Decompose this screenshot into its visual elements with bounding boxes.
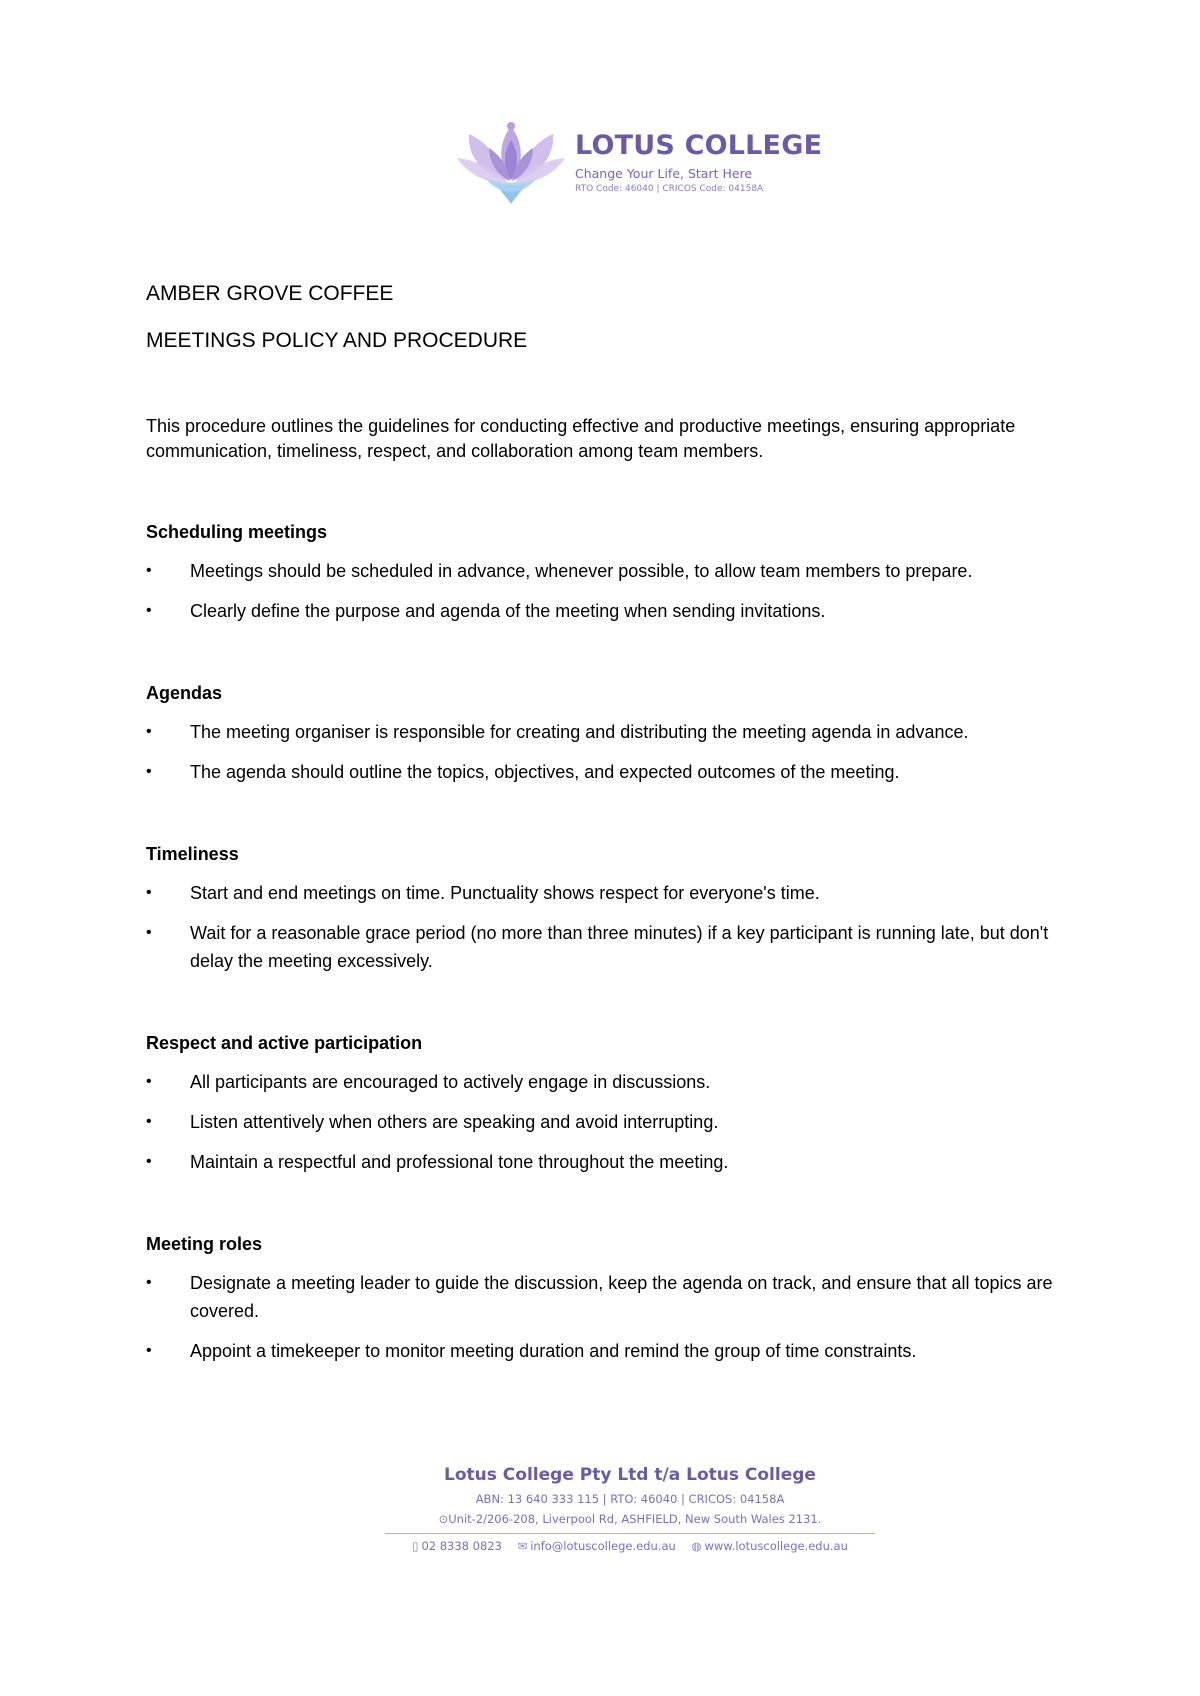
- list-item-text: Wait for a reasonable grace period (no more than three minutes) if a key participant is running late, but don't delay the meeting excessively.: [190, 923, 1049, 971]
- bullet-list: [146, 1068, 1056, 1176]
- footer-website[interactable]: [691, 1539, 847, 1553]
- footer-email[interactable]: [518, 1539, 676, 1553]
- bullet-icon: •: [146, 924, 152, 941]
- envelope-icon: ✉: [517, 1539, 528, 1553]
- section-heading: Timeliness: [146, 844, 239, 864]
- logo-codes: RTO Code: 46040 | CRICOS Code: 04158A: [575, 184, 764, 194]
- page-footer: [385, 1463, 875, 1554]
- bullet-list: [146, 718, 1056, 786]
- list-item-text: Clearly define the purpose and agenda of the meeting when sending invitations.: [190, 601, 826, 621]
- list-item-text: Listen attentively when others are speaking and avoid interrupting.: [190, 1112, 719, 1132]
- bullet-icon: •: [146, 1274, 152, 1291]
- list-item: [146, 597, 1056, 625]
- list-item: [146, 919, 1056, 975]
- footer-website-text: www.lotuscollege.edu.au: [704, 1539, 848, 1553]
- section-heading: Scheduling meetings: [146, 522, 328, 542]
- list-item: [146, 557, 1056, 585]
- list-item-text: Appoint a timekeeper to monitor meeting duration and remind the group of time constraints.: [190, 1341, 917, 1361]
- intro-paragraph: This procedure outlines the guidelines for conducting effective and productive meetings, ensuring appropriate communication, timeliness, respect, and collaboration among team members.: [146, 416, 1016, 461]
- list-item: [146, 1337, 1056, 1365]
- footer-company-name: Lotus College Pty Ltd t/a Lotus College: [444, 1465, 816, 1485]
- section-timeliness: [146, 843, 1056, 975]
- bullet-icon: •: [146, 602, 152, 619]
- location-pin-icon: ⊙: [438, 1512, 449, 1526]
- section-scheduling-meetings: [146, 521, 1056, 625]
- footer-email-text: info@lotuscollege.edu.au: [530, 1539, 676, 1553]
- list-item-text: Start and end meetings on time. Punctuality shows respect for everyone's time.: [190, 883, 820, 903]
- footer-address: [385, 1511, 875, 1527]
- lotus-college-logo: [455, 118, 823, 208]
- footer-address-text: Unit-2/206-208, Liverpool Rd, ASHFIELD, New South Wales 2131.: [448, 1512, 822, 1526]
- lotus-flower-icon: [455, 118, 567, 208]
- footer-phone[interactable]: [412, 1539, 502, 1553]
- bullet-list: [146, 879, 1056, 975]
- list-item: [146, 1269, 1056, 1325]
- list-item-text: Designate a meeting leader to guide the discussion, keep the agenda on track, and ensure that all topics are covered.: [190, 1273, 1053, 1321]
- logo-brand-text: LOTUS COLLEGE: [575, 130, 823, 161]
- bullet-icon: •: [146, 723, 152, 740]
- bullet-icon: •: [146, 562, 152, 579]
- section-respect-participation: [146, 1032, 1056, 1176]
- bullet-list: [146, 1269, 1056, 1365]
- footer-registration: ABN: 13 640 333 115 | RTO: 46040 | CRICOS: 04158A: [475, 1492, 785, 1506]
- bullet-icon: •: [146, 884, 152, 901]
- list-item-text: All participants are encouraged to actively engage in discussions.: [190, 1072, 711, 1092]
- document-body: [146, 278, 1056, 1377]
- footer-contact-row: [385, 1538, 875, 1554]
- bullet-icon: •: [146, 1153, 152, 1170]
- document-subtitle: MEETINGS POLICY AND PROCEDURE: [146, 329, 528, 352]
- section-agendas: [146, 682, 1056, 786]
- list-item: [146, 1108, 1056, 1136]
- list-item-text: The agenda should outline the topics, objectives, and expected outcomes of the meeting.: [190, 762, 900, 782]
- phone-icon: ▯: [412, 1539, 419, 1553]
- list-item-text: The meeting organiser is responsible for creating and distributing the meeting agenda in advance.: [190, 722, 969, 742]
- bullet-icon: •: [146, 763, 152, 780]
- globe-icon: ◍: [691, 1539, 702, 1553]
- section-heading: Respect and active participation: [146, 1033, 423, 1053]
- bullet-list: [146, 557, 1056, 625]
- list-item-text: Meetings should be scheduled in advance, whenever possible, to allow team members to prepare.: [190, 561, 973, 581]
- bullet-icon: •: [146, 1073, 152, 1090]
- list-item: [146, 1068, 1056, 1096]
- footer-divider: [385, 1533, 875, 1534]
- document-title: AMBER GROVE COFFEE: [146, 282, 394, 305]
- logo-tagline: Change Your Life, Start Here: [575, 166, 753, 181]
- bullet-icon: •: [146, 1113, 152, 1130]
- bullet-icon: •: [146, 1342, 152, 1359]
- list-item: [146, 879, 1056, 907]
- list-item: [146, 718, 1056, 746]
- section-heading: Meeting roles: [146, 1234, 263, 1254]
- list-item: [146, 1148, 1056, 1176]
- list-item: [146, 758, 1056, 786]
- section-meeting-roles: [146, 1233, 1056, 1365]
- footer-phone-text: 02 8338 0823: [421, 1539, 502, 1553]
- section-heading: Agendas: [146, 683, 223, 703]
- list-item-text: Maintain a respectful and professional tone throughout the meeting.: [190, 1152, 729, 1172]
